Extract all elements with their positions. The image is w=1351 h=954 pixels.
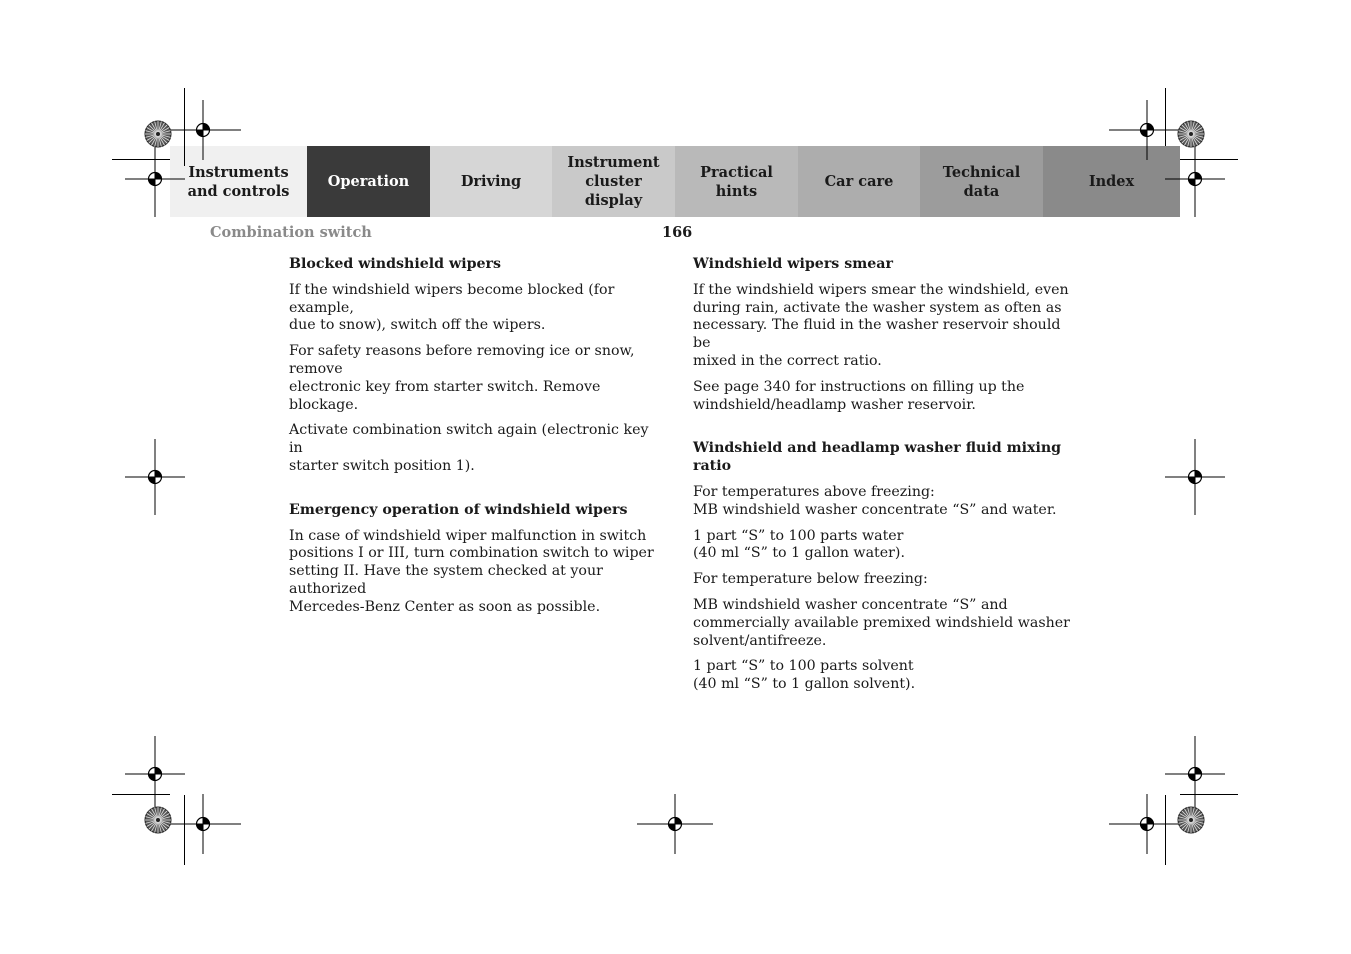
tab-index[interactable]: Index xyxy=(1043,146,1180,217)
section-title: Combination switch xyxy=(210,224,372,241)
mixing-ratio-paragraph-1: For temperatures above freezing: MB windshield washer concentrate “S” and water. xyxy=(693,483,1057,518)
chapter-tab-bar xyxy=(170,146,1180,217)
crosshair-icon xyxy=(1155,437,1235,517)
mixing-ratio-paragraph-3: For temperature below freezing: xyxy=(693,571,928,588)
wipers-smear-heading: Windshield wipers smear xyxy=(693,256,893,272)
blocked-wipers-paragraph-2: For safety reasons before removing ice or snow, remove electronic key from starter switch. Remove blockage. xyxy=(289,343,635,413)
crosshair-icon xyxy=(1107,784,1187,864)
crosshair-icon xyxy=(115,139,195,219)
blocked-wipers-heading: Blocked windshield wipers xyxy=(289,256,502,272)
blocked-wipers-paragraph-1: If the windshield wipers become blocked (for example, due to snow), switch off the wipers. xyxy=(289,281,615,334)
crosshair-icon xyxy=(635,784,715,864)
mixing-ratio-paragraph-5: 1 part “S” to 100 parts solvent (40 ml “S” to 1 gallon solvent). xyxy=(693,658,916,693)
tab-operation[interactable]: Operation xyxy=(307,146,430,217)
sunburst-target-icon xyxy=(144,806,172,834)
emergency-operation-paragraph: In case of windshield wiper malfunction in switch positions I or III, turn combination switch to wiper setting II. Have the system checked at your authorized Mercedes-Benz Center as soon as possible. xyxy=(289,527,654,615)
wipers-smear-paragraph-2: See page 340 for instructions on filling up the windshield/headlamp washer reservoir. xyxy=(693,378,1025,413)
crosshair-icon xyxy=(115,437,195,517)
tab-driving[interactable]: Driving xyxy=(430,146,552,217)
mixing-ratio-paragraph-2: 1 part “S” to 100 parts water (40 ml “S” to 1 gallon water). xyxy=(693,527,905,562)
crosshair-icon xyxy=(1155,139,1235,219)
tab-technical-data[interactable]: Technical data xyxy=(920,146,1043,217)
wipers-smear-paragraph-1: If the windshield wipers smear the windshield, even during rain, activate the washer system as often as necessary. The fluid in the washer reservoir should be mixed in the correct ratio. xyxy=(693,281,1069,369)
emergency-operation-heading: Emergency operation of windshield wipers xyxy=(289,501,628,518)
tab-instrument-cluster-display[interactable]: Instrument cluster display xyxy=(552,146,675,217)
blocked-wipers-paragraph-3: Activate combination switch again (electronic key in starter switch position 1). xyxy=(289,422,649,474)
tab-practical-hints[interactable]: Practical hints xyxy=(675,146,798,217)
tab-car-care[interactable]: Car care xyxy=(798,146,920,217)
sunburst-target-icon xyxy=(144,120,172,148)
left-column xyxy=(289,256,661,625)
page-number: 166 xyxy=(662,224,693,241)
sunburst-target-icon xyxy=(1177,806,1205,834)
sunburst-target-icon xyxy=(1177,120,1205,148)
tab-instruments-and-controls[interactable]: Instruments and controls xyxy=(170,146,307,217)
mixing-ratio-heading: Windshield and headlamp washer fluid mixing ratio xyxy=(693,440,1062,475)
crosshair-icon xyxy=(163,784,243,864)
mixing-ratio-paragraph-4: MB windshield washer concentrate “S” and commercially available premixed windshield washer solvent/antifreeze. xyxy=(693,596,1070,649)
right-column xyxy=(693,256,1073,702)
